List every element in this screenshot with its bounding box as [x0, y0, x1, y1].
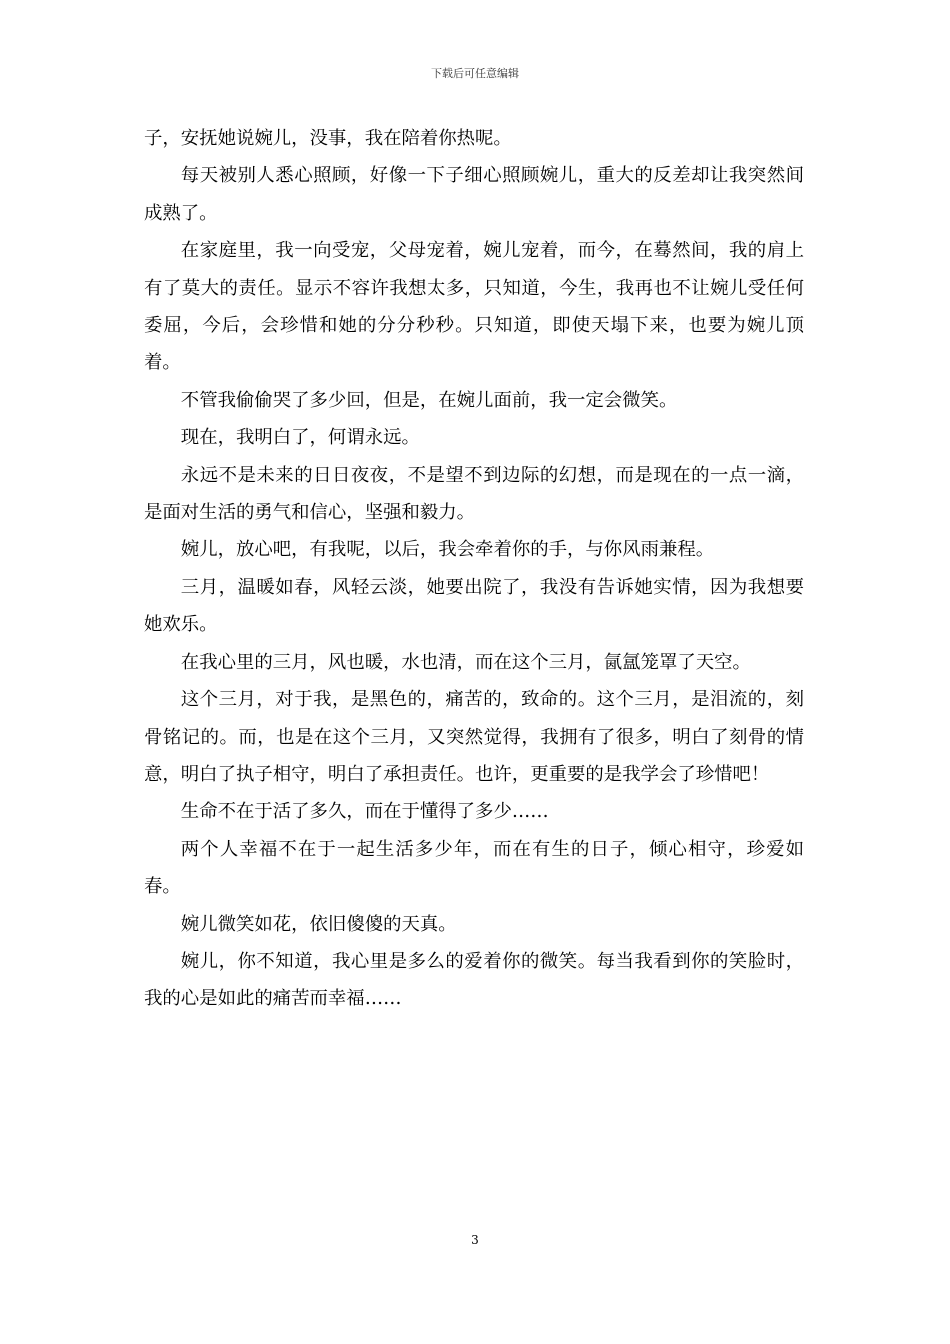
- page-header: 下载后可任意编辑: [431, 67, 519, 80]
- paragraph: 婉儿，你不知道，我心里是多么的爱着你的微笑。每当我看到你的笑脸时，我的心是如此的痛苦而幸福……: [144, 950, 804, 1010]
- paragraph: 生命不在于活了多久，而在于懂得了多少……: [180, 801, 549, 823]
- paragraph: 这个三月，对于我，是黑色的，痛苦的，致命的。这个三月，是泪流的，刻骨铭记的。而，也是在这个三月，又突然觉得，我拥有了很多，明白了刻骨的情意，明白了执子相守，明白了承担责任。也许，更重要的是我学会了珍惜吧！: [144, 689, 804, 785]
- paragraph: 不管我偷偷哭了多少回，但是，在婉儿面前，我一定会微笑。: [180, 389, 678, 411]
- paragraph: 子，安抚她说婉儿，没事，我在陪着你热呢。: [144, 128, 512, 149]
- paragraph: 婉儿，放心吧，有我呢，以后，我会牵着你的手，与你风雨兼程。: [180, 539, 715, 561]
- paragraph: 永远不是未来的日日夜夜，不是望不到边际的幻想，而是现在的一点一滴，是面对生活的勇气和信心，坚强和毅力。: [144, 464, 804, 524]
- paragraph: 三月，温暖如春，风轻云淡，她要出院了，我没有告诉她实情，因为我想要她欢乐。: [144, 576, 804, 636]
- paragraph: 现在，我明白了，何谓永远。: [180, 427, 420, 449]
- paragraph: 在我心里的三月，风也暖，水也清，而在这个三月，氤氲笼罩了天空。: [180, 651, 751, 673]
- document-body: [144, 120, 804, 1018]
- page-number: 3: [471, 1233, 479, 1247]
- paragraph: 两个人幸福不在于一起生活多少年，而在有生的日子，倾心相守，珍爱如春。: [144, 838, 804, 898]
- paragraph: 每天被别人悉心照顾，好像一下子细心照顾婉儿，重大的反差却让我突然间成熟了。: [144, 165, 804, 224]
- paragraph: 在家庭里，我一向受宠，父母宠着，婉儿宠着，而今，在蓦然间，我的肩上有了莫大的责任。显示不容许我想太多，只知道，今生，我再也不让婉儿受任何委屈，今后，会珍惜和她的分分秒秒。只知道，即使天塌下来，也要为婉儿顶着。: [144, 240, 804, 374]
- paragraph: 婉儿微笑如花，依旧傻傻的天真。: [180, 913, 457, 935]
